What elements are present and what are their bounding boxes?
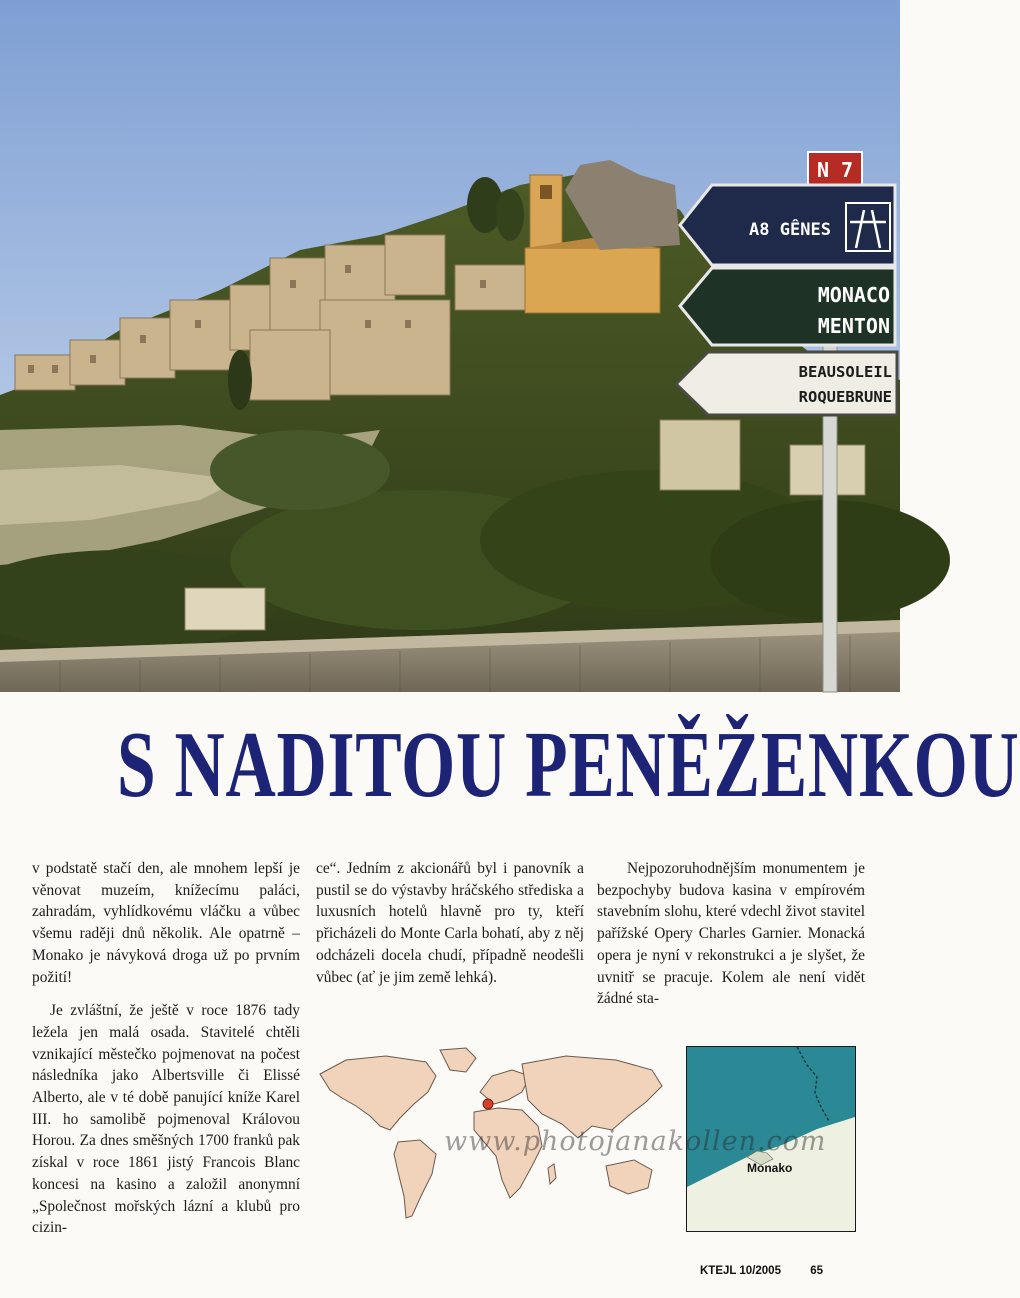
sign-genes-text: A8 GÊNES: [749, 220, 831, 240]
paragraph: Je zvláštní, že ještě v roce 1876 tady ležela jen malá osada. Stavitelé chtěli vznikající městečko pojmenovat na počest následníka jako Albertsville či Elissé Alberto, ale v té době panující kníže Karel III. ho samolibě pojmenoval Královou Horou. Za dnes směšných 1700 franků pak získal v roce 1861 jistý Francois Blanc koncesi na kasino a založil anonymní „Společnost mořských lázní a klubů pro cizin-: [32, 1002, 300, 1237]
text-column-3: [597, 858, 865, 1010]
sign-menton-text: MENTON: [817, 314, 890, 338]
route-number: N 7: [816, 158, 854, 182]
magazine-issue: KTEJL 10/2005: [700, 1265, 781, 1277]
article-headline: S NADITOU PENĚŽENKOU: [117, 713, 1020, 817]
sign-beausoleil-text: BEAUSOLEIL: [798, 363, 892, 381]
watermark: www.photojanakollen.com: [444, 1126, 827, 1157]
paragraph: v podstatě stačí den, ale mnohem lepší je věnovat muzeím, knížecímu paláci, zahradám, vyhlídkovému vláčku a vůbec všemu raději dnů několik. Ale opatrně – Monako je návyková droga už po prvním požití!: [32, 860, 300, 986]
monaco-location-marker: [483, 1099, 493, 1109]
page-number: 65: [810, 1265, 823, 1277]
sign-roquebrune-text: ROQUEBRUNE: [798, 388, 892, 406]
paragraph: ce“. Jedním z akcionářů byl i panovník a pustil se do výstavby hráčského střediska a luxusních hotelů hlavně pro ty, kteří přicházeli do Monte Carla bohatí, aby z něj odcházeli docela chudí, případně neodešli vůbec (ať je jim země lehká).: [316, 860, 584, 986]
eze-village-scene: [0, 0, 900, 692]
text-column-2: [316, 858, 584, 988]
paragraph: Nejpozoruhodnějším monumentem je bezpochyby budova kasina v empírovém stavebním slohu, které vdechl život stavitel pařížské Opery Charles Garnier. Monacká opera je nyní v rekonstrukci a je slyšet, že uvnitř se pracuje. Kolem ale není vidět žádné sta-: [597, 860, 865, 1008]
sign-monaco-text: MONACO: [817, 283, 890, 307]
motorway-icon: [846, 203, 890, 251]
text-column-1: [32, 858, 300, 1239]
page-footer: [700, 1265, 823, 1277]
hero-photo: [0, 0, 900, 692]
monaco-label: Monako: [747, 1161, 793, 1175]
